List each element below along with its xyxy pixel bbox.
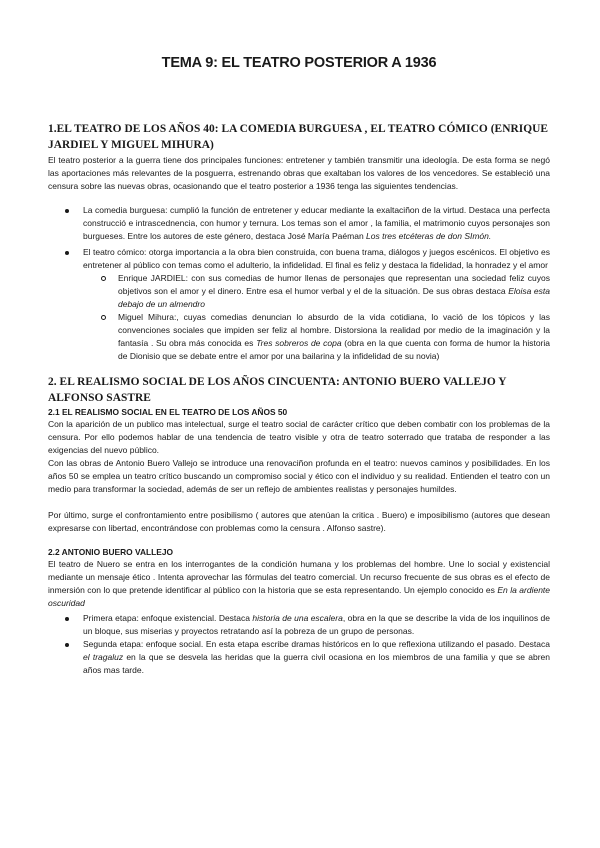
section-2-2-list [48, 612, 550, 677]
section-1-heading: 1.EL TEATRO DE LOS AÑOS 40: LA COMEDIA BURGUESA , EL TEATRO CÓMICO (ENRIQUE JARDIEL Y MIGUEL MIHURA) [48, 123, 549, 151]
buero-text: El teatro de Nuero se entra en los interrogantes de la condición humana y los problemas del hombre. Une lo social y existencial mediante un mensaje ético . Intenta aprovechar las fórmulas del teatro comercial. Un recurso frecuente de sus obras es el efecto de inmersión con lo que pretende identificar al público con la historia que se esta representando. Un ejemplo conocido es [48, 559, 550, 595]
section-2-1-paragraph-3: Por último, surge el confrontamiento entre posibilismo ( autores que atenúan la critica . Buero) e imposibilismo (autores que desean expresarse con libertad, encontrándose con problemas como la censura . Alfonso sastre). [48, 510, 550, 533]
list-item-mihura [48, 311, 550, 363]
primera-etapa-work: historia de una escalera [252, 613, 343, 623]
section-1-list [48, 204, 550, 363]
comedia-burguesa-text: La comedia burguesa: cumplió la función de entretener y educar mediante la exaltaciñon de la virtud. Destaca una perfecta construcció e intrascednencia, con humor y ternura. Los temas son el amor , la familia, el matrimonio cuyos personajes son burgueses. Entre los autores de este género, destaca José María Paéman [83, 205, 550, 241]
section-2-2-paragraph [48, 558, 550, 610]
mihura-tail: (obra en la que cuenta con forma de humor la historia de Dionisio que se debate entre el amor por una bailarina y la infidelidad de su novia) [118, 338, 550, 361]
jardiel-text: Enrique JARDIEL: con sus comedias de humor llenas de personajes que representan una sociedad feliz cuyos objetivos son el amor y el dinero. Entre esa el humor verbal y el de la situación. De sus obras destaca [118, 273, 550, 296]
primera-etapa-text: Primera etapa: enfoque existencial. Destaca [83, 613, 253, 623]
section-2-2-heading: 2.2 ANTONIO BUERO VALLEJO [48, 547, 174, 557]
page-title: TEMA 9: EL TEATRO POSTERIOR A 1936 [161, 55, 437, 71]
section-2-heading: 2. EL REALISMO SOCIAL DE LOS AÑOS CINCUENTA: ANTONIO BUERO VALLEJO Y ALFONSO SASTRE [48, 376, 507, 404]
segunda-etapa-tail: en la que se desvela las heridas que la guerra civil ocasiona en los miembros de una familia y que se abren años mas tarde. [83, 652, 551, 675]
list-item-teatro-comico [48, 246, 550, 363]
section-2-1-paragraph-2: Con las obras de Antonio Buero Vallejo se introduce una renovaciñon profunda en el teatro: nuevos caminos y posibilidades. En los años 50 se emplea un teatro crítico buscando un compromiso social y ético con el individuo y su realidad. Entienden el teatro con un medio para transformar la sociedad, además de ser un reflejo de ambientes realistas y personajes humildes. [48, 458, 550, 494]
segunda-etapa-work: el tragaluz [83, 652, 124, 662]
section-2-1-paragraph-1: Con la aparición de un publico mas intelectual, surge el teatro social de carácter crítico que deben combatir con los problemas de la censura. Por ello podemos hablar de una tendencia de teatro visible y otra de teatro soterrado que trataba de responder a las exigencias del nuevo público. [48, 419, 550, 455]
mihura-text: Miguel Mihura:, cuyas comedias denuncian lo absurdo de la vida cotidiana, lo vació de los tópicos y las convenciones sociales que impiden ser feliz al hombre. Distorsiona la realidad por medio de la imaginación y la fantasía . Su obra más conocida es [118, 312, 550, 348]
comedia-burguesa-work: Los tres etcéteras de don SImón. [366, 231, 492, 241]
section-1-intro: El teatro posterior a la guerra tiene dos principales funciones: entretener y también transmitir una ideología. De esta forma se negó las aportaciones más relevantes de la posguerra, estrenando obras que exaltaban los valores de los vencedores. Se estableció una censura sobre las nuevas obras, ocasionando que el teatro posterior a 1936 tenga las siguientes tendencias. [48, 155, 550, 191]
list-item-primera-etapa [48, 612, 550, 638]
paragraph-gap [48, 496, 550, 509]
list-item-comedia-burguesa [48, 204, 550, 243]
list-item-segunda-etapa [48, 638, 550, 677]
teatro-comico-sublist [83, 272, 550, 363]
mihura-work: Tres sobreros de copa [256, 338, 342, 348]
segunda-etapa-text: Segunda etapa: enfoque social. En esta etapa escribe dramas históricos en lo que reflexiona utilizando el pasado. Destaca [83, 639, 550, 649]
buero-example-work: En la ardiente oscuridad [48, 585, 551, 608]
list-item-jardiel [48, 272, 550, 311]
jardiel-work: Eloisa esta debajo de un almendro [118, 286, 550, 309]
primera-etapa-tail: , obra en la que se describe la vida de los inquilinos de un bloque, sus miserias y proyectos retratando así la pobreza de un grupo de personas. [83, 613, 550, 636]
teatro-comico-text: El teatro cómico: otorga importancia a la obra bien construida, con buena trama, diálogos y juegos escénicos. El objetivo es entretener al público con temas como el adulterio, la infidelidad. El final es feliz y destaca la fidelidad, la honradez y el amor [83, 247, 550, 270]
section-2-1-heading: 2.1 EL REALISMO SOCIAL EN EL TEATRO DE LOS AÑOS 50 [48, 407, 288, 417]
